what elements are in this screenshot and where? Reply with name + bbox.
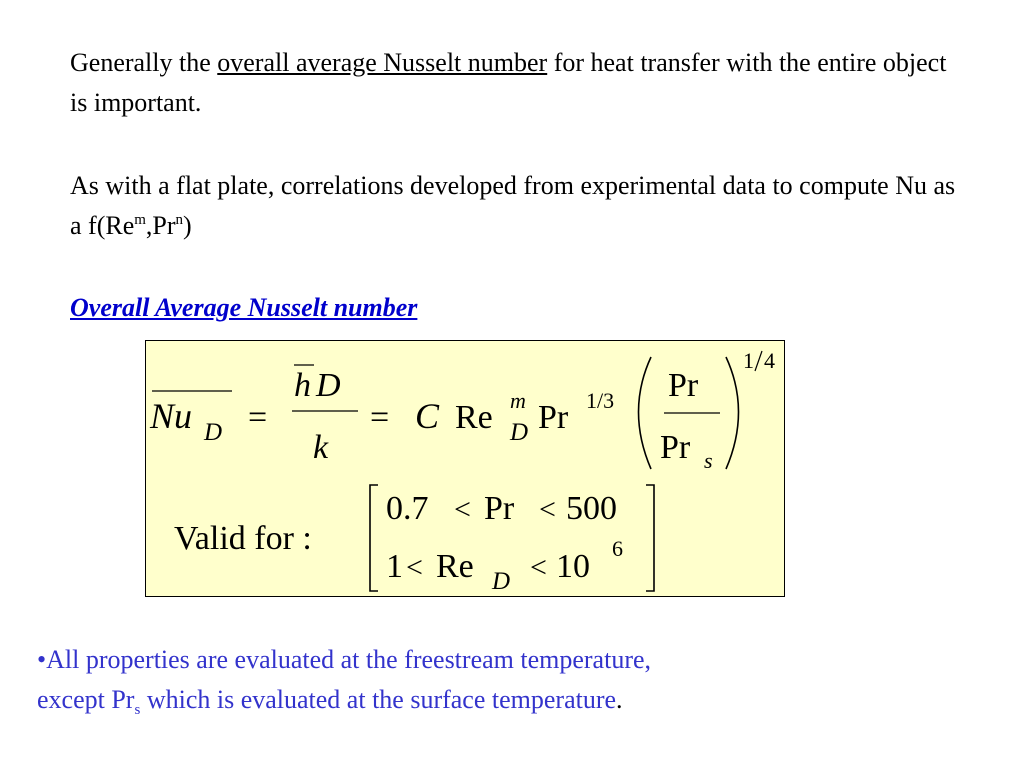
c-constant: C [415,396,440,436]
pr-subscript-s: s [704,448,713,473]
exp-quarter-slash [755,351,762,371]
section-heading: Overall Average Nusselt number [70,293,418,322]
nu-symbol: Nu [150,396,193,436]
re-symbol: Re [455,399,493,436]
lt-sign-2: < [539,493,556,526]
range-pr-upper: 500 [566,490,617,527]
right-bracket [646,485,654,591]
correlations-paragraph [70,166,970,246]
note-period: . [616,685,623,714]
row1-pr: Pr [484,490,515,527]
pr-numerator: Pr [668,367,699,404]
note-line-1 [37,640,997,680]
superscript-n: n [175,212,184,228]
left-bracket [370,485,378,591]
range-re-lower: 1 [386,548,403,585]
correlations-close: ) [183,211,192,240]
lt-sign-1: < [454,493,471,526]
note-block [37,640,997,720]
formula-svg [146,341,786,598]
re-superscript-m: m [510,388,526,413]
equals-sign-1: = [248,399,268,436]
nu-subscript-d: D [204,419,223,446]
pr-denominator: Pr [660,429,691,466]
exponent-six: 6 [612,536,623,561]
intro-underlined-term: overall average Nusselt number [217,48,548,77]
left-paren [639,357,652,469]
note-line-2 [37,680,997,720]
h-variable: h [294,367,311,404]
right-paren [726,357,739,469]
row2-re-subscript-d: D [492,568,511,595]
row2-re: Re [436,548,474,585]
correlations-pr: ,Pr [145,211,176,240]
lt-sign-3: < [406,551,423,584]
note-line-1-text: All properties are evaluated at the freestream temperature, [46,645,652,674]
bullet-point: • [37,645,47,674]
exp-quarter-den: 4 [764,348,775,373]
d-variable: D [316,367,341,404]
range-re-lower-pr: 0.7 [386,490,429,527]
pr-exponent-third: 1/3 [586,388,615,413]
equals-sign-2: = [370,399,390,436]
intro-text-after: for heat transfer with the entire object is important. [70,48,947,117]
intro-paragraph [70,43,970,123]
formula-box [145,340,785,597]
pr-symbol: Pr [538,399,569,436]
exp-quarter-num: 1 [743,348,754,373]
note-line-2-after: which is evaluated at the surface temperature [140,685,617,714]
lt-sign-4: < [530,551,547,584]
note-subscript-s: s [134,702,141,718]
re-subscript-d: D [510,419,529,446]
k-variable: k [313,429,329,466]
note-line-2-before: except Pr [37,685,135,714]
correlations-text: As with a flat plate, correlations developed from experimental data to compute Nu as a f(Re [70,171,956,240]
valid-for-label: Valid for : [174,520,312,557]
range-re-upper: 10 [556,548,590,585]
intro-text-before: Generally the [70,48,218,77]
superscript-m: m [134,212,146,228]
